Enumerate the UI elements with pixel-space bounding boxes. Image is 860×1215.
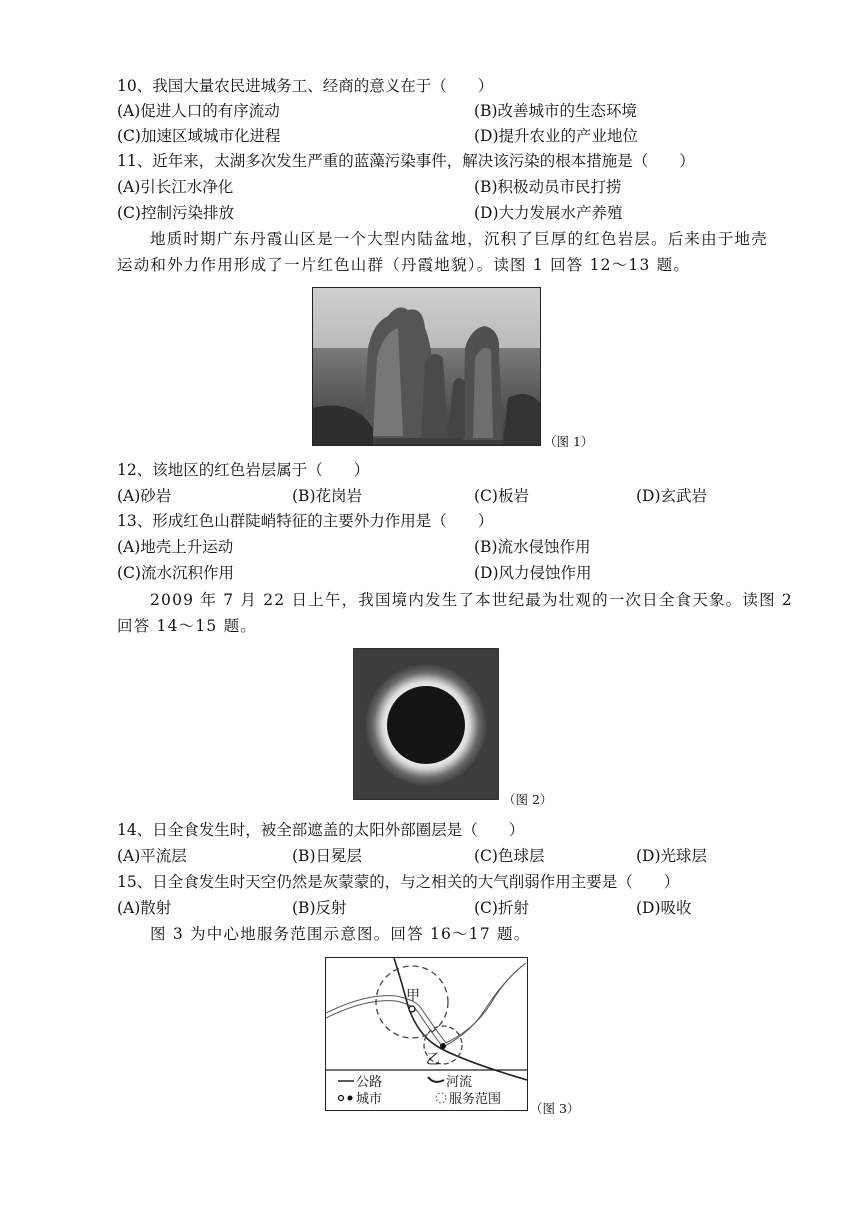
city-a-marker	[409, 1006, 415, 1012]
question-13-stem: 13、形成红色山群陡峭特征的主要外力作用是（ ）	[117, 512, 494, 530]
question-14-stem: 14、日全食发生时，被全部遮盖的太阳外部圈层是（ ）	[117, 821, 525, 839]
river-line	[394, 958, 527, 1080]
question-10-option-b: (B)改善城市的生态环境	[474, 102, 637, 120]
legend-river-symbol	[428, 1077, 444, 1082]
question-13-option-d: (D)风力侵蚀作用	[474, 564, 592, 582]
question-15-option-a: (A)散射	[117, 899, 172, 917]
question-15-option-b: (B)反射	[292, 899, 347, 917]
question-11-option-c: (C)控制污染排放	[117, 204, 234, 222]
question-15-option-d: (D)吸收	[636, 899, 692, 917]
question-14-option-c: (C)色球层	[474, 847, 545, 865]
city-b-marker	[440, 1043, 446, 1049]
intro-paragraph-2-line-1: 2009 年 7 月 22 日上午，我国境内发生了本世纪最为壮观的一次日全食天象。读图 2	[150, 591, 793, 609]
question-11-stem: 11、近年来，太湖多次发生严重的蓝藻污染事件，解决该污染的根本措施是（ ）	[117, 152, 695, 170]
question-13-option-b: (B)流水侵蚀作用	[474, 538, 591, 556]
question-12-option-a: (A)砂岩	[117, 487, 172, 505]
legend-city-symbol-filled	[348, 1096, 353, 1101]
question-14-option-a: (A)平流层	[117, 847, 187, 865]
question-11-option-b: (B)积极动员市民打捞	[474, 178, 622, 196]
service-range-diagram	[326, 958, 527, 1110]
question-12-option-b: (B)花岗岩	[292, 487, 362, 505]
figure-3-caption: （图 3）	[530, 1101, 580, 1116]
question-10-option-a: (A)促进人口的有序流动	[117, 102, 280, 120]
question-10-option-d: (D)提升农业的产业地位	[474, 127, 639, 145]
question-12-stem: 12、该地区的红色岩层属于（ ）	[117, 461, 370, 479]
question-15-stem: 15、日全食发生时天空仍然是灰蒙蒙的，与之相关的大气削弱作用主要是（ ）	[117, 873, 680, 891]
legend-river-label: 河流	[446, 1075, 473, 1090]
question-10-option-c: (C)加速区域城市化进程	[117, 127, 281, 145]
figure-1-danxia-photo	[312, 287, 541, 446]
question-12-option-d: (D)玄武岩	[636, 487, 708, 505]
legend-city-label: 城市	[356, 1092, 383, 1107]
question-13-option-c: (C)流水沉积作用	[117, 564, 234, 582]
question-10-stem: 10、我国大量农民进城务工、经商的意义在于（ ）	[117, 77, 494, 95]
danxia-landform-image	[313, 288, 540, 445]
city-b-label: 乙	[426, 1052, 440, 1068]
figure-2-eclipse-photo	[353, 648, 499, 800]
intro-paragraph-3-line-1: 图 3 为中心地服务范围示意图。回答 16～17 题。	[150, 925, 531, 943]
figure-2-caption: （图 2）	[503, 792, 553, 807]
question-12-option-c: (C)板岩	[474, 487, 529, 505]
legend-city-symbol-open	[339, 1096, 344, 1101]
intro-paragraph-1-line-2: 运动和外力作用形成了一片红色山群（丹霞地貌）。读图 1 回答 12～13 题。	[117, 256, 691, 274]
figure-3-service-range-map	[325, 957, 528, 1111]
question-14-option-b: (B)日冕层	[292, 847, 362, 865]
total-solar-eclipse-image	[354, 649, 498, 799]
intro-paragraph-1-line-1: 地质时期广东丹霞山区是一个大型内陆盆地，沉积了巨厚的红色岩层。后来由于地壳	[150, 230, 768, 248]
city-a-label: 甲	[406, 988, 420, 1004]
intro-paragraph-2-line-2: 回答 14～15 题。	[117, 617, 258, 635]
question-13-option-a: (A)地壳上升运动	[117, 538, 234, 556]
question-11-option-a: (A)引长江水净化	[117, 178, 234, 196]
legend-road-label: 公路	[356, 1075, 383, 1090]
figure-1-caption: （图 1）	[544, 434, 594, 449]
question-11-option-d: (D)大力发展水产养殖	[474, 204, 623, 222]
legend-service-label: 服务范围	[449, 1092, 502, 1107]
question-14-option-d: (D)光球层	[636, 847, 708, 865]
question-15-option-c: (C)折射	[474, 899, 529, 917]
legend-service-symbol	[436, 1093, 446, 1103]
